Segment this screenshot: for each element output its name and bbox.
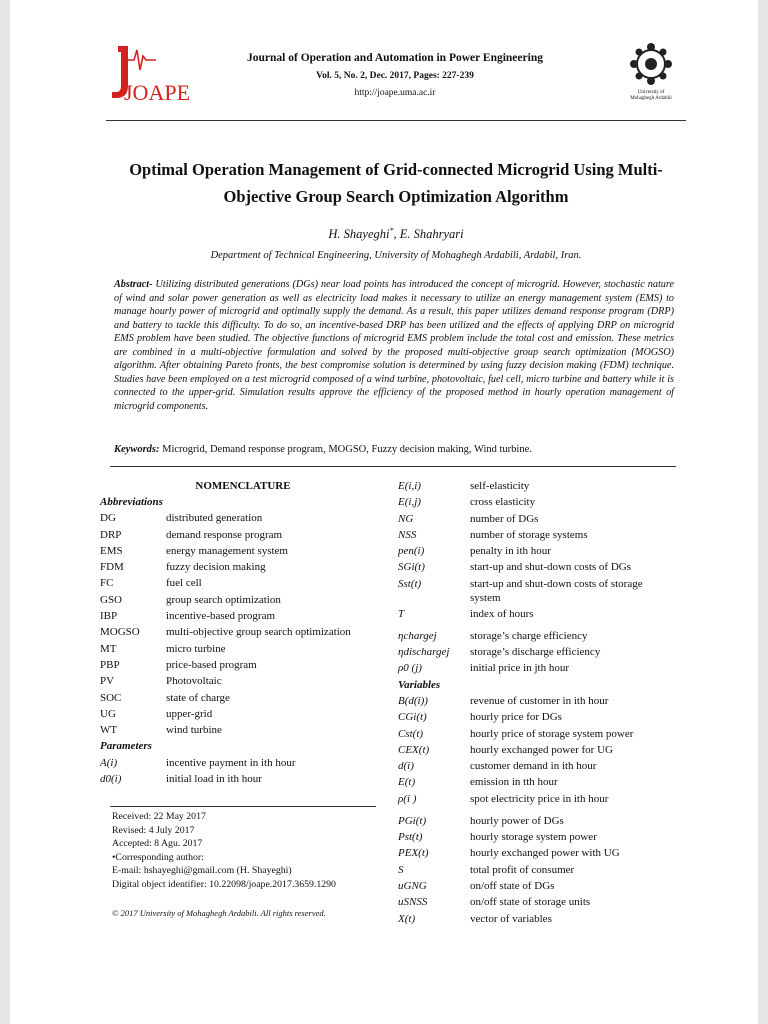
- nomenclature-symbol: Pst(t): [398, 831, 423, 844]
- nomenclature-symbol: PGi(t): [398, 814, 427, 827]
- nomenclature-entry: [398, 543, 688, 559]
- abbreviations-list: [100, 510, 380, 738]
- nomenclature-description: initial load in ith hour: [166, 773, 262, 786]
- nomenclature-description: upper-grid: [166, 707, 213, 720]
- nomenclature-symbol: E(i,j): [398, 496, 421, 509]
- accepted-date: Accepted: 8 Agu. 2017: [112, 838, 203, 850]
- nomenclature-entry: [398, 911, 688, 927]
- nomenclature-description: state of charge: [166, 691, 230, 704]
- nomenclature-symbol: SOC: [100, 691, 122, 704]
- nomenclature-description: wind turbine: [166, 724, 222, 737]
- nomenclature-symbol: E(t): [398, 776, 416, 789]
- variables-list: [398, 693, 688, 927]
- nomenclature-symbol: Sst(t): [398, 577, 422, 590]
- nomenclature-symbol: DRP: [100, 528, 122, 541]
- nomenclature-description: hourly exchanged power for UG: [470, 743, 613, 756]
- variables-heading: Variables: [398, 678, 441, 691]
- nomenclature-entry: [398, 527, 688, 543]
- nomenclature-symbol: PV: [100, 675, 115, 688]
- nomenclature-entry: [398, 559, 688, 575]
- paper-title: Optimal Operation Management of Grid-connected Microgrid Using Multi- Objective Group Search Optimization Algorithm: [129, 160, 663, 206]
- nomenclature-symbol: NG: [398, 512, 414, 525]
- nomenclature-symbol: CEX(t): [398, 743, 430, 756]
- author-email[interactable]: E-mail: hshayeghi@gmail.com (H. Shayeghi): [112, 865, 292, 877]
- nomenclature-entry: [100, 624, 380, 640]
- nomenclature-entry: [398, 758, 688, 774]
- nomenclature-symbol: MT: [100, 642, 117, 655]
- university-emblem-icon: [616, 42, 686, 90]
- nomenclature-entry: [398, 606, 688, 628]
- nomenclature-description: hourly price of storage system power: [470, 727, 634, 740]
- nomenclature-symbol: SGi(t): [398, 561, 425, 574]
- nomenclature-description: incentive-based program: [166, 610, 276, 623]
- nomenclature-symbol: d(i): [398, 760, 414, 773]
- journal-volume: Vol. 5, No. 2, Dec. 2017, Pages: 227-239: [316, 71, 474, 81]
- nomenclature-entry: [398, 774, 688, 790]
- nomenclature-description: storage’s discharge efficiency: [470, 646, 601, 659]
- joape-logo-icon: [106, 42, 196, 112]
- nomenclature-entry: [398, 791, 688, 813]
- nomenclature-description: cross elasticity: [470, 496, 536, 509]
- received-date: Received: 22 May 2017: [112, 811, 206, 822]
- journal-header: [190, 52, 600, 98]
- parameters-heading: Parameters: [100, 740, 152, 753]
- nomenclature-description: total profit of consumer: [470, 863, 575, 876]
- nomenclature-symbol: A(i): [100, 756, 118, 769]
- nomenclature-symbol: ρ(i ): [398, 792, 417, 805]
- nomenclature-symbol: CGi(t): [398, 711, 427, 724]
- affiliation: Department of Technical Engineering, University of Mohaghegh Ardabili, Ardabil, Iran.: [210, 250, 582, 261]
- nomenclature-symbol: EMS: [100, 544, 123, 557]
- nomenclature-symbol: S: [398, 863, 404, 876]
- nomenclature-entry: [100, 543, 380, 559]
- nomenclature-description: index of hours: [470, 607, 534, 620]
- nomenclature-entry: [398, 494, 688, 510]
- nomenclature-description: fuzzy decision making: [166, 561, 266, 574]
- nomenclature-entry: [100, 657, 380, 673]
- header-divider: [106, 120, 686, 121]
- nomenclature-description: hourly price for DGs: [470, 711, 562, 724]
- received-divider: [110, 806, 376, 807]
- journal-name: Journal of Operation and Automation in Power Engineering: [247, 52, 543, 64]
- keywords-label: Keywords:: [114, 444, 160, 455]
- nomenclature-symbol: E(i,i): [398, 480, 421, 492]
- nomenclature-entry: [398, 576, 688, 606]
- nomenclature-description: on/off state of storage units: [470, 896, 591, 909]
- nomenclature-entry: [100, 608, 380, 624]
- nomenclature-description: hourly storage system power: [470, 831, 597, 844]
- abstract-text: Utilizing distributed generations (DGs) near load points has introduced the concept of microgrid. However, stochastic nature of wind and solar power generation as well as electricity load makes it necessary to utilize an energy management system (EMS) to manage hourly power of microgrid and optimally supply the demand. As a result, this paper utilizes demand response program (DRP) and battery to tackle this difficulty. To do so, an incentive-based DRP has been utilized and the effects of applying DRP on microgrid EMS problem have been studied. The objective functions of microgrid EMS problem include the total cost and emission. These metrics are combined in a multi-objective formulation and solved by the proposed multi-objective group search optimization (MOGSO) algorithm. After obtaining Pareto fronts, the best compromise solution is determined by using fuzzy decision making (FDM) technique. Studies have been employed on a test microgrid composed of a wind turbine, photovoltaic, fuel cell, micro turbine and battery while it is connected to the upper-grid. Simulation results approve the efficiency of the proposed method in hourly operation management of microgrid components.: [114, 279, 674, 412]
- nomenclature-symbol: IBP: [100, 610, 118, 623]
- nomenclature-symbol: T: [398, 607, 405, 620]
- keywords: [114, 444, 674, 455]
- nomenclature-symbol: FDM: [100, 561, 124, 574]
- nomenclature-entry: [398, 742, 688, 758]
- nomenclature-description: initial price in jth hour: [470, 662, 569, 675]
- nomenclature-description: Photovoltaic: [166, 675, 222, 688]
- nomenclature-entry: [398, 660, 688, 676]
- nomenclature-symbol: GSO: [100, 593, 123, 606]
- nomenclature-entry: [398, 478, 688, 494]
- nomenclature-entry: [398, 845, 688, 861]
- doi[interactable]: Digital object identifier: 10.22098/joape.2017.3659.1290: [112, 878, 336, 890]
- nomenclature-title: NOMENCLATURE: [195, 480, 291, 492]
- corresponding-author: •Corresponding author:: [112, 851, 204, 863]
- nomenclature-description: hourly exchanged power with UG: [470, 847, 620, 860]
- nomenclature-symbol: PBP: [100, 658, 120, 671]
- abbreviations-heading: Abbreviations: [100, 496, 163, 508]
- abstract: [114, 278, 674, 413]
- nomenclature-entry: [398, 829, 688, 845]
- nomenclature-description: penalty in ith hour: [470, 545, 551, 558]
- nomenclature-symbol: B(d(i)): [398, 694, 428, 707]
- nomenclature-entry: [398, 709, 688, 725]
- nomenclature-entry: [398, 693, 688, 709]
- nomenclature-entry: [398, 878, 688, 894]
- nomenclature-description: emission in tth hour: [470, 776, 558, 789]
- nomenclature-entry: [100, 641, 380, 657]
- nomenclature-entry: [100, 690, 380, 706]
- nomenclature-description: number of storage systems: [470, 528, 588, 541]
- nomenclature-symbol: ηdischargej: [398, 646, 450, 659]
- nomenclature-symbol: ηchargej: [398, 629, 437, 642]
- revised-date: Revised: 4 July 2017: [112, 824, 195, 836]
- paper-page: [10, 0, 758, 1024]
- copyright: © 2017 University of Mohaghegh Ardabili. All rights reserved.: [112, 908, 326, 918]
- nomenclature-symbol: pen(i): [398, 545, 425, 558]
- nomenclature-entry: [398, 726, 688, 742]
- nomenclature-symbol: Cst(t): [398, 727, 424, 740]
- nomenclature-symbol: uGNG: [398, 879, 427, 892]
- nomenclature-symbol: X(t): [398, 912, 416, 925]
- nomenclature-entry: [100, 722, 380, 738]
- journal-url[interactable]: http://joape.uma.ac.ir: [354, 88, 436, 98]
- logo-text: JOAPE: [124, 80, 191, 105]
- nomenclature-description: fuel cell: [166, 577, 202, 590]
- nomenclature-symbol: ρ0 (j): [398, 662, 422, 675]
- nomenclature-description: revenue of customer in ith hour: [470, 694, 609, 707]
- nomenclature-entry: [398, 813, 688, 829]
- nomenclature-entry: [398, 894, 688, 910]
- nomenclature-description: spot electricity price in ith hour: [470, 792, 609, 805]
- nomenclature-description: group search optimization: [166, 593, 281, 606]
- received-info: [112, 810, 382, 892]
- nomenclature-entry: [398, 644, 688, 660]
- parameters-right-list: [398, 478, 688, 677]
- nomenclature-description: price-based program: [166, 658, 257, 671]
- nomenclature-entry: [100, 559, 380, 575]
- nomenclature-left-column: [100, 494, 380, 787]
- journal-logo: [106, 42, 196, 112]
- nomenclature-description: on/off state of DGs: [470, 879, 555, 892]
- nomenclature-symbol: MOGSO: [100, 626, 140, 639]
- nomenclature-description: micro turbine: [166, 642, 226, 655]
- nomenclature-description: energy management system: [166, 544, 288, 557]
- nomenclature-symbol: DG: [100, 512, 116, 525]
- nomenclature-symbol: UG: [100, 707, 116, 720]
- nomenclature-right-column: [398, 478, 688, 927]
- nomenclature-entry: [398, 862, 688, 878]
- nomenclature-entry: [100, 575, 380, 591]
- nomenclature-entry: [100, 510, 380, 526]
- nomenclature-description: start-up and shut-down costs of storage system: [470, 577, 643, 604]
- nomenclature-entry: [100, 755, 380, 771]
- nomenclature-symbol: uSNSS: [398, 896, 428, 909]
- university-label: University of Mohaghegh Ardabili: [630, 90, 672, 101]
- nomenclature-description: self-elasticity: [470, 480, 530, 492]
- nomenclature-description: number of DGs: [470, 512, 539, 525]
- abstract-label: Abstract-: [114, 279, 153, 290]
- nomenclature-entry: [100, 706, 380, 722]
- nomenclature-description: customer demand in ith hour: [470, 760, 597, 773]
- nomenclature-entry: [100, 673, 380, 689]
- nomenclature-entry: [398, 628, 688, 644]
- nomenclature-description: demand response program: [166, 528, 283, 541]
- nomenclature-symbol: FC: [100, 577, 114, 590]
- nomenclature-description: multi-objective group search optimization: [166, 626, 351, 639]
- nomenclature-description: start-up and shut-down costs of DGs: [470, 561, 632, 574]
- nomenclature-description: storage’s charge efficiency: [470, 629, 588, 642]
- nomenclature-description: vector of variables: [470, 912, 552, 925]
- nomenclature-description: incentive payment in ith hour: [166, 756, 296, 769]
- nomenclature-symbol: PEX(t): [398, 847, 429, 860]
- nomenclature-entry: [100, 527, 380, 543]
- nomenclature-symbol: d0(i): [100, 773, 122, 786]
- nomenclature-entry: [100, 771, 380, 787]
- university-logo: [616, 42, 686, 110]
- nomenclature-entry: [100, 592, 380, 608]
- nomenclature-description: hourly power of DGs: [470, 814, 564, 827]
- nomenclature-symbol: WT: [100, 724, 118, 737]
- parameters-left-list: [100, 755, 380, 788]
- keywords-divider: [110, 466, 676, 467]
- nomenclature-entry: [398, 511, 688, 527]
- authors: H. Shayeghi*, E. Shahryari: [328, 226, 464, 242]
- keywords-text: Microgrid, Demand response program, MOGSO, Fuzzy decision making, Wind turbine.: [159, 444, 532, 455]
- nomenclature-symbol: NSS: [398, 528, 417, 541]
- nomenclature-description: distributed generation: [166, 512, 263, 525]
